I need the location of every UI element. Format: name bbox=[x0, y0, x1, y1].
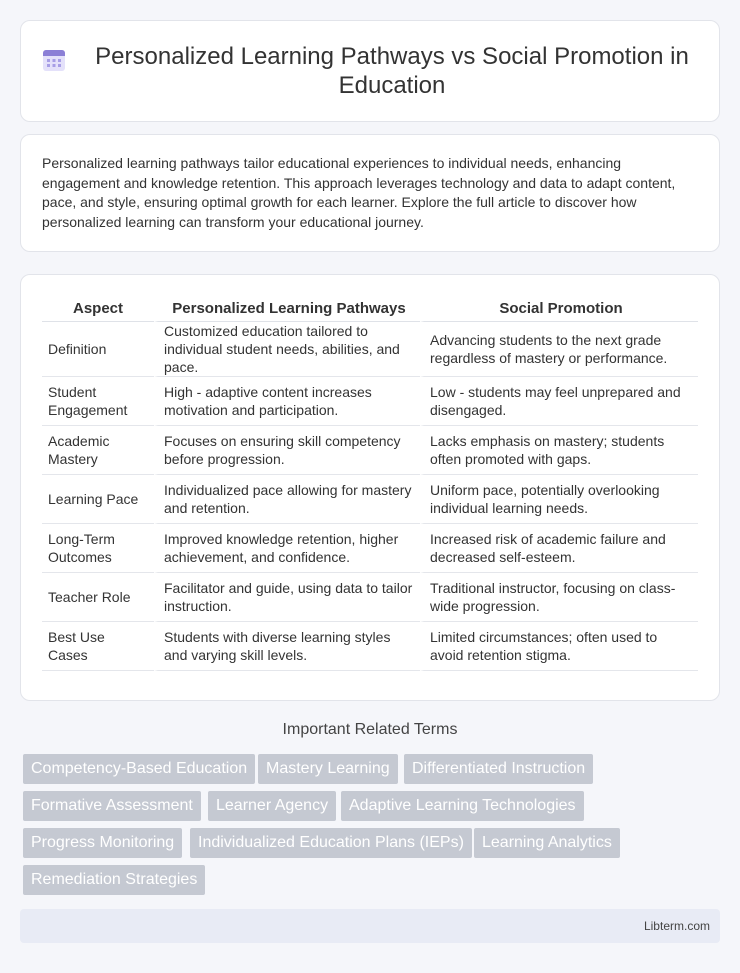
table-cell-aspect: Teacher Role bbox=[42, 573, 154, 622]
footer-site-link[interactable]: Libterm.com bbox=[643, 919, 710, 933]
table-cell: Customized education tailored to individual student needs, abilities, and pace. bbox=[154, 322, 420, 377]
table-row bbox=[42, 475, 698, 524]
intro-paragraph: Personalized learning pathways tailor educational experiences to individual needs, enhancing engagement and knowledge retention. This approach leverages technology and data to adapt content, pace, and style, ensuring optimal growth for each learner. Explore the full article to discover how personalized learning can transform your educational journey. bbox=[42, 155, 676, 230]
title-card bbox=[20, 20, 720, 122]
column-header-social-promotion: Social Promotion bbox=[420, 295, 698, 322]
table-cell: Focuses on ensuring skill competency before progression. bbox=[154, 426, 420, 475]
related-term-tag[interactable]: Competency-Based Education bbox=[23, 754, 255, 784]
intro-card bbox=[20, 134, 720, 252]
related-term-tag[interactable]: Progress Monitoring bbox=[23, 828, 182, 858]
table-row bbox=[42, 524, 698, 573]
calendar-icon bbox=[41, 47, 67, 73]
table-cell: Lacks emphasis on mastery; students often promoted with gaps. bbox=[420, 426, 698, 475]
footer bbox=[20, 909, 720, 943]
column-header-personalized: Personalized Learning Pathways bbox=[154, 295, 420, 322]
table-row bbox=[42, 573, 698, 622]
table-cell: Individualized pace allowing for mastery and retention. bbox=[154, 475, 420, 524]
table-cell-aspect: Definition bbox=[42, 322, 154, 377]
table-row bbox=[42, 622, 698, 671]
table-cell: Advancing students to the next grade regardless of mastery or performance. bbox=[420, 322, 698, 377]
related-term-tag[interactable]: Learner Agency bbox=[208, 791, 336, 821]
table-row bbox=[42, 426, 698, 475]
column-header-aspect: Aspect bbox=[42, 295, 154, 322]
related-terms-heading: Important Related Terms bbox=[282, 721, 458, 738]
table-cell: High - adaptive content increases motivation and participation. bbox=[154, 377, 420, 426]
table-cell: Students with diverse learning styles and varying skill levels. bbox=[154, 622, 420, 671]
table-cell-aspect: Long-Term Outcomes bbox=[42, 524, 154, 573]
table-cell: Traditional instructor, focusing on class-wide progression. bbox=[420, 573, 698, 622]
table-cell-aspect: Learning Pace bbox=[42, 475, 154, 524]
table-cell: Limited circumstances; often used to avoid retention stigma. bbox=[420, 622, 698, 671]
related-term-tag[interactable]: Mastery Learning bbox=[258, 754, 398, 784]
table-cell-aspect: Academic Mastery bbox=[42, 426, 154, 475]
comparison-table-card bbox=[20, 274, 720, 701]
related-term-tag[interactable]: Differentiated Instruction bbox=[404, 754, 593, 784]
table-cell: Low - students may feel unprepared and disengaged. bbox=[420, 377, 698, 426]
table-header-row bbox=[42, 295, 698, 322]
table-cell: Increased risk of academic failure and decreased self-esteem. bbox=[420, 524, 698, 573]
table-row bbox=[42, 377, 698, 426]
related-term-tag[interactable]: Learning Analytics bbox=[474, 828, 620, 858]
table-cell: Improved knowledge retention, higher achievement, and confidence. bbox=[154, 524, 420, 573]
comparison-table bbox=[42, 295, 698, 671]
table-cell-aspect: Best Use Cases bbox=[42, 622, 154, 671]
table-cell: Facilitator and guide, using data to tailor instruction. bbox=[154, 573, 420, 622]
related-term-tag[interactable]: Adaptive Learning Technologies bbox=[341, 791, 584, 821]
table-cell: Uniform pace, potentially overlooking individual learning needs. bbox=[420, 475, 698, 524]
page-title: Personalized Learning Pathways vs Social Promotion in Education bbox=[95, 43, 689, 99]
related-term-tag[interactable]: Remediation Strategies bbox=[23, 865, 205, 895]
table-row bbox=[42, 322, 698, 377]
table-cell-aspect: Student Engagement bbox=[42, 377, 154, 426]
related-term-tag[interactable]: Individualized Education Plans (IEPs) bbox=[190, 828, 472, 858]
related-term-tag[interactable]: Formative Assessment bbox=[23, 791, 201, 821]
